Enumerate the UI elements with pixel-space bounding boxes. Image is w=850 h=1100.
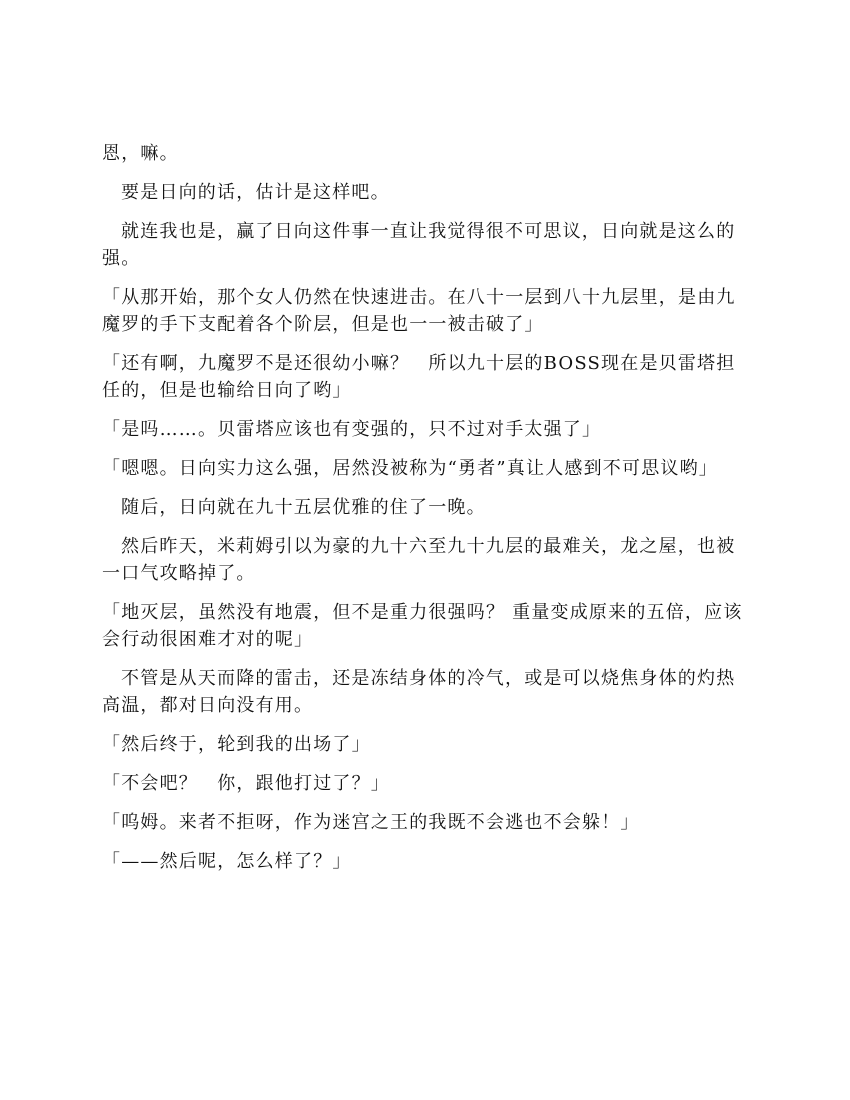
paragraph: 「不会吧？ 你，跟他打过了？」 [102, 773, 390, 794]
paragraph: 「地灭层，虽然没有地震，但不是重力很强吗？ 重量变成原来的五倍，应该会行动很困难才对的呢」 [102, 602, 743, 650]
document-body [102, 140, 752, 887]
paragraph: 「——然后呢，怎么样了？」 [102, 851, 352, 872]
paragraph: 然后昨天，米莉姆引以为豪的九十六至九十九层的最难关，龙之屋，也被一口气攻略掉了。 [102, 536, 736, 584]
paragraph: 「然后终于，轮到我的出场了」 [102, 734, 371, 755]
paragraph: 「是吗……。贝雷塔应该也有变强的，只不过对手太强了」 [102, 419, 602, 440]
paragraph: 「还有啊，九魔罗不是还很幼小嘛？ 所以九十层的BOSS现在是贝雷塔担任的，但是也输给日向了哟」 [102, 353, 736, 401]
paragraph: 就连我也是，赢了日向这件事一直让我觉得很不可思议，日向就是这么的强。 [102, 221, 736, 269]
paragraph: 不管是从天而降的雷击，还是冻结身体的冷气，或是可以烧焦身体的灼热高温，都对日向没有用。 [102, 668, 736, 716]
paragraph: 「从那开始，那个女人仍然在快速进击。在八十一层到八十九层里，是由九魔罗的手下支配着各个阶层，但是也一一被击破了」 [102, 287, 736, 335]
paragraph: 要是日向的话，估计是这样吧。 [121, 182, 390, 203]
paragraph: 恩，嘛。 [102, 143, 179, 164]
paragraph: 「呜姆。来者不拒呀，作为迷宫之王的我既不会逃也不会躲！」 [102, 812, 640, 833]
paragraph: 「嗯嗯。日向实力这么强，居然没被称为“勇者”真让人感到不可思议哟」 [102, 458, 719, 479]
paragraph: 随后，日向就在九十五层优雅的住了一晚。 [121, 497, 486, 518]
